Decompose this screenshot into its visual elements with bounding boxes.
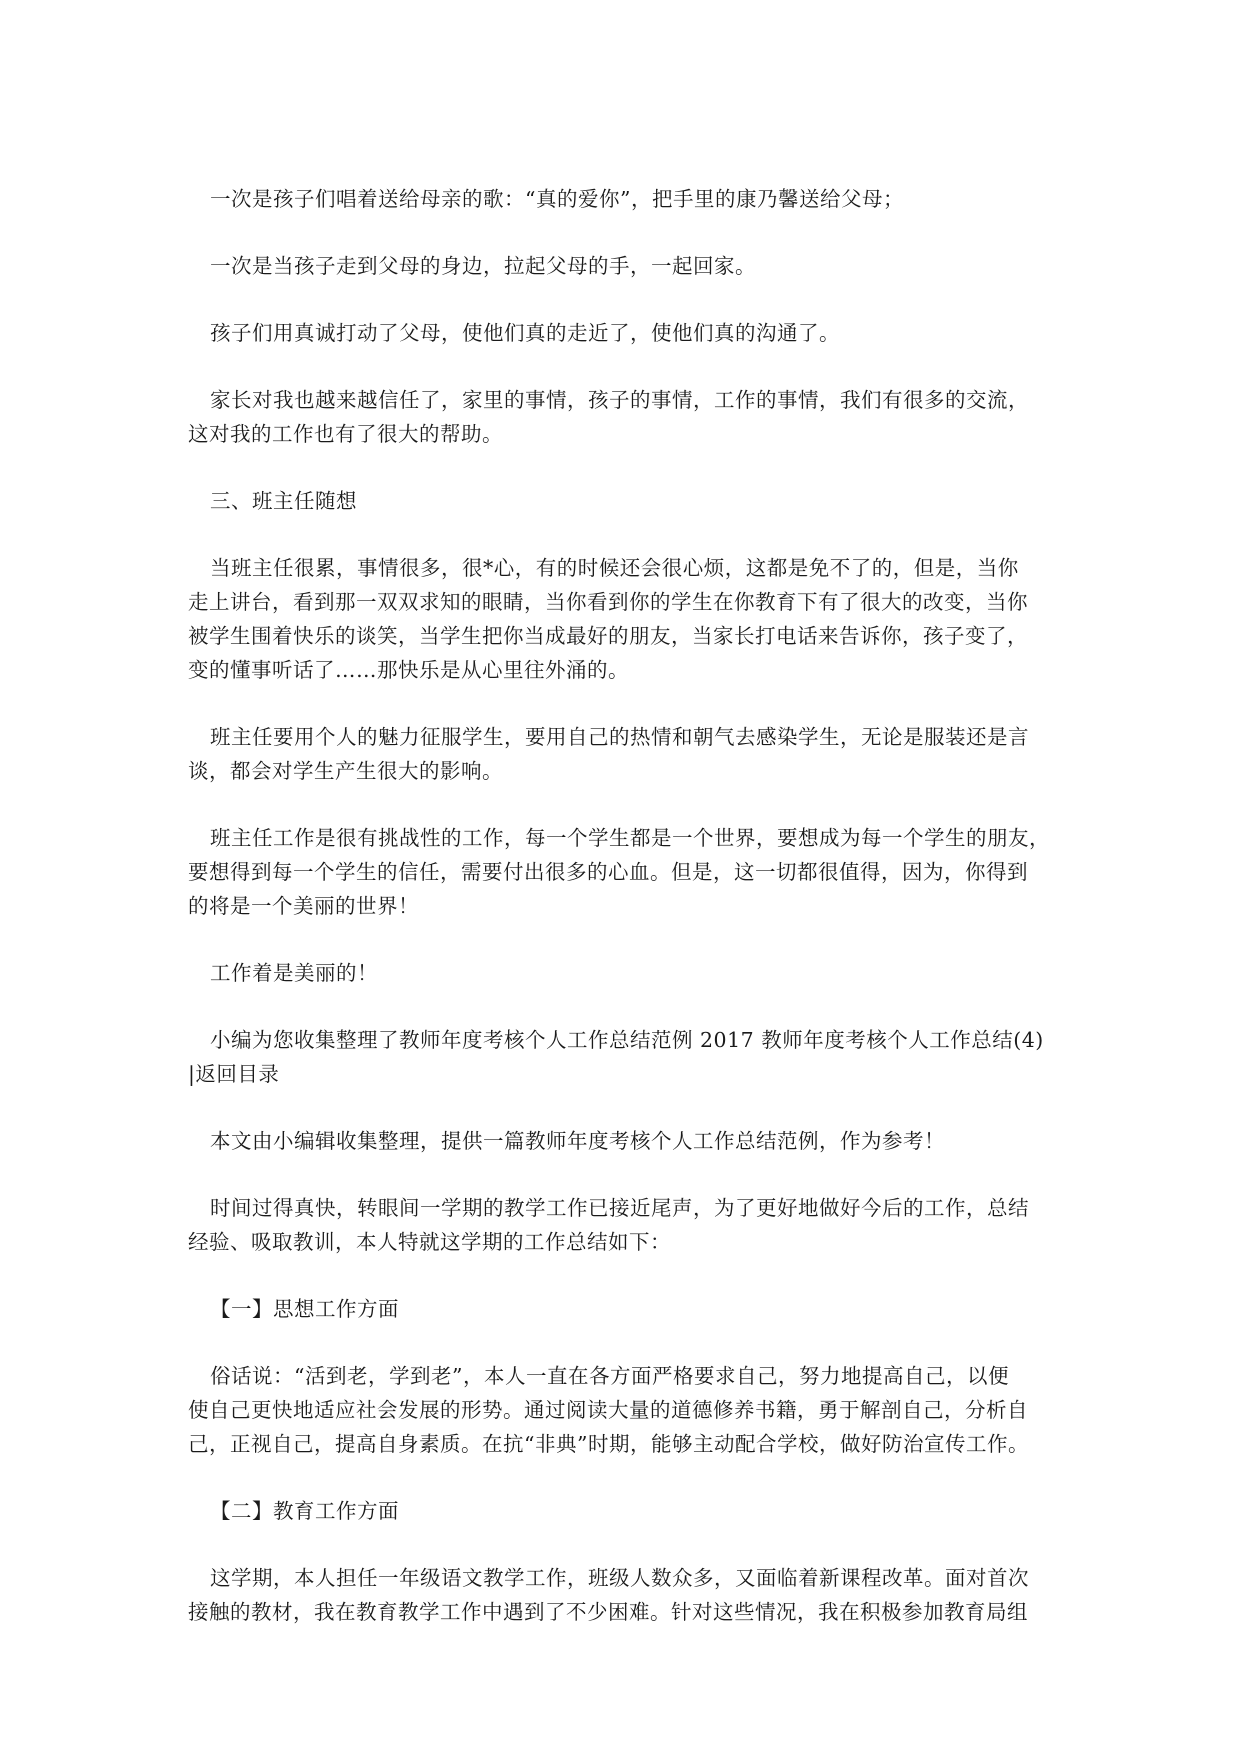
section-heading bbox=[188, 484, 1054, 518]
paragraph bbox=[188, 1191, 1054, 1259]
paragraph bbox=[188, 1359, 1054, 1461]
text-line: 班主任工作是很有挑战性的工作，每一个学生都是一个世界，要想成为每一个学生的朋友， bbox=[210, 826, 1050, 850]
text-line: 的将是一个美丽的世界！ bbox=[188, 894, 419, 918]
text-line: 当班主任很累，事情很多，很*心，有的时候还会很心烦，这都是免不了的，但是，当你 bbox=[210, 556, 1019, 580]
text-line: 走上讲台，看到那一双双求知的眼睛，当你看到你的学生在你教育下有了很大的改变，当你 bbox=[188, 590, 1028, 614]
text-line: 己，正视自己，提高自身素质。在抗“非典”时期，能够主动配合学校，做好防治宣传工作。 bbox=[188, 1432, 1029, 1456]
text-line: 谈，都会对学生产生很大的影响。 bbox=[188, 759, 503, 783]
text-line: 本文由小编辑收集整理，提供一篇教师年度考核个人工作总结范例，作为参考！ bbox=[210, 1129, 945, 1153]
text-line: 三、班主任随想 bbox=[210, 489, 357, 513]
text-line: 时间过得真快，转眼间一学期的教学工作已接近尾声，为了更好地做好今后的工作，总结 bbox=[210, 1196, 1029, 1220]
text-line: 工作着是美丽的！ bbox=[210, 961, 378, 985]
paragraph bbox=[188, 551, 1054, 687]
text-line: 变的懂事听话了……那快乐是从心里往外涌的。 bbox=[188, 658, 629, 682]
paragraph bbox=[188, 1124, 1054, 1158]
text-line: 【二】教育工作方面 bbox=[210, 1499, 399, 1523]
text-line: 被学生围着快乐的谈笑，当学生把你当成最好的朋友，当家长打电话来告诉你，孩子变了， bbox=[188, 624, 1028, 648]
paragraph bbox=[188, 1561, 1054, 1629]
section-heading bbox=[188, 1494, 1054, 1528]
text-line: 一次是当孩子走到父母的身边，拉起父母的手，一起回家。 bbox=[210, 254, 756, 278]
text-line: 家长对我也越来越信任了，家里的事情，孩子的事情，工作的事情，我们有很多的交流， bbox=[210, 388, 1029, 412]
section-heading bbox=[188, 1292, 1054, 1326]
paragraph bbox=[188, 1023, 1054, 1091]
text-line: 经验、吸取教训，本人特就这学期的工作总结如下： bbox=[188, 1230, 671, 1254]
text-line: 这对我的工作也有了很大的帮助。 bbox=[188, 422, 503, 446]
back-to-toc-link[interactable]: |返回目录 bbox=[188, 1062, 280, 1086]
text-line: 一次是孩子们唱着送给母亲的歌：“真的爱你”，把手里的康乃馨送给父母； bbox=[210, 187, 904, 211]
document-body bbox=[188, 182, 1054, 1629]
text-line: 小编为您收集整理了教师年度考核个人工作总结范例 2017 教师年度考核个人工作总结(4) bbox=[210, 1028, 1044, 1052]
paragraph bbox=[188, 720, 1054, 788]
paragraph bbox=[188, 316, 1054, 350]
text-line: 要想得到每一个学生的信任，需要付出很多的心血。但是，这一切都很值得，因为，你得到 bbox=[188, 860, 1028, 884]
paragraph bbox=[188, 383, 1054, 451]
text-line: 孩子们用真诚打动了父母，使他们真的走近了，使他们真的沟通了。 bbox=[210, 321, 840, 345]
text-line: 俗话说：“活到老，学到老”，本人一直在各方面严格要求自己，努力地提高自己，以便 bbox=[210, 1364, 1009, 1388]
paragraph bbox=[188, 182, 1054, 216]
text-line: 接触的教材，我在教育教学工作中遇到了不少困难。针对这些情况，我在积极参加教育局组 bbox=[188, 1600, 1028, 1624]
text-line: 使自己更快地适应社会发展的形势。通过阅读大量的道德修养书籍，勇于解剖自己，分析自 bbox=[188, 1398, 1028, 1422]
text-line: 班主任要用个人的魅力征服学生，要用自己的热情和朝气去感染学生，无论是服装还是言 bbox=[210, 725, 1029, 749]
text-line: 这学期，本人担任一年级语文教学工作，班级人数众多，又面临着新课程改革。面对首次 bbox=[210, 1566, 1029, 1590]
paragraph bbox=[188, 821, 1054, 923]
paragraph bbox=[188, 249, 1054, 283]
paragraph bbox=[188, 956, 1054, 990]
text-line: 【一】思想工作方面 bbox=[210, 1297, 399, 1321]
